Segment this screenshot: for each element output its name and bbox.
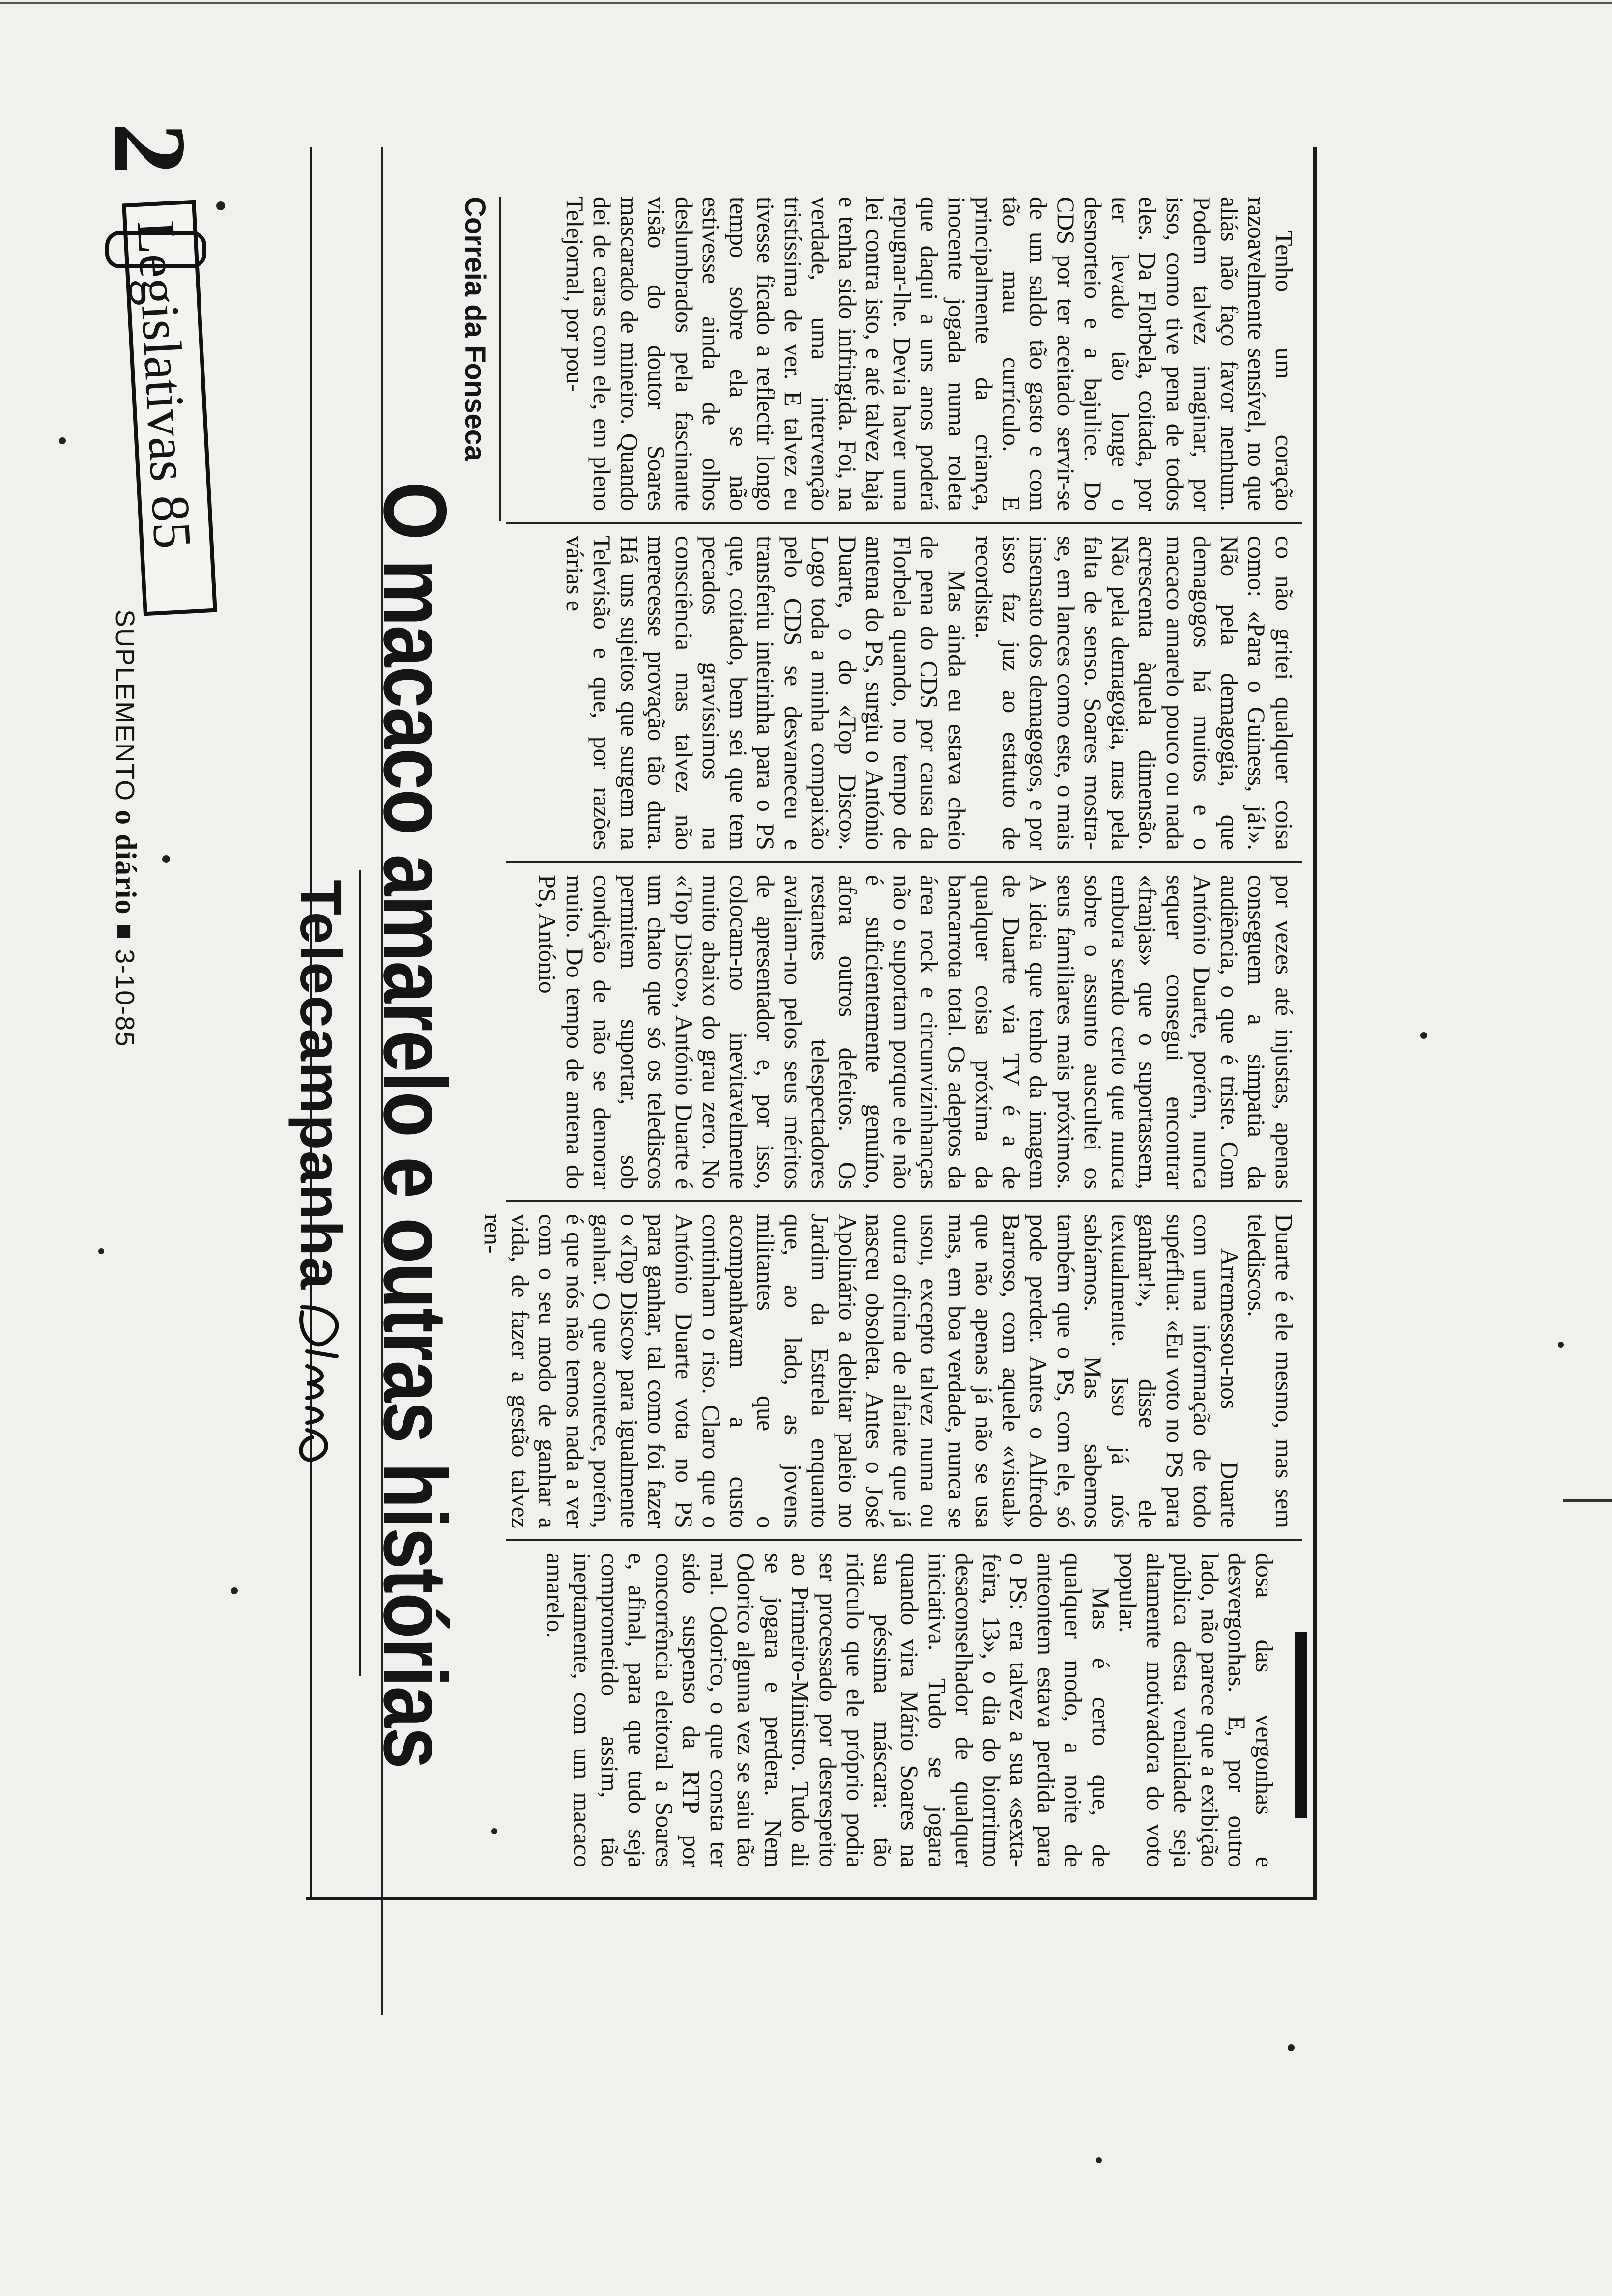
section-kicker: Telecampanha	[288, 880, 353, 1291]
paragraph: co não gritei qualquer coisa como: «Para o Guiness, já!». Não pela demagogia, que demagogos há muitos e o macaco amarelo pouco ou nada acrescenta àquela dimensão. Não pela demagogia, mas pela falta de senso. Soares mostra-se, em lances como este, o mais insensato dos demagogos, e por isso faz juz ao estatuto de recordista.	[970, 536, 1298, 850]
article-column-2	[511, 536, 1297, 850]
column-divider	[506, 522, 1302, 524]
stamp-curl-mark	[105, 231, 206, 268]
column-divider	[506, 1200, 1302, 1202]
supplement-header	[109, 609, 143, 1047]
kicker-rule	[359, 870, 361, 1676]
stamp-text: Legislativas 85	[126, 219, 203, 551]
paragraph: por vezes até injustas, apenas conseguem a simpatia da audiência, o que é triste. Com António Duarte, porém, nunca sequer consegui encontrar «franjas» que o suportassem, embora sendo certo que nunca sobre o assunto auscultei os seus familiares mais próximos. A ideia que tenho da imagem de Duarte via TV é a de qualquer coisa próxima da bancarrota total. Os adeptos da área rock e circunvizinhanças não o suportam porque ele não é suficientemente genuíno, afora outros defeitos. Os restantes telespectadores avaliam-no pelos seus méritos de apresentador e, por isso, colocam-no inevitavelmente muito abaixo do grau zero. No «Top Disco», António Duarte é um chato que só os telediscos permitem suportar, sob condição de não se demorar muito. Do tempo de antena do PS, António	[534, 875, 1298, 1189]
separator-square: ■	[110, 923, 140, 941]
article-column-5	[511, 1553, 1278, 1867]
supplement-label: SUPLEMENTO	[110, 609, 140, 802]
column-divider	[506, 1539, 1302, 1541]
article-column-3	[511, 875, 1297, 1189]
paragraph: Mas ainda eu estava cheio de pena do CDS por causa da Florbela quando, no tempo de antena do PS, surgiu o António Duarte, o do «Top Disco». Logo toda a minha compaixão pelo CDS se desvaneceu e transferiu inteirinha para o PS que, coitado, bem sei que tem pecados gravíssimos na consciência mas talvez não merecesse provação tão dura. Há uns sujeitos que surgem na Televisão e que, por razões várias e	[561, 536, 971, 850]
article-column-4	[479, 1214, 1298, 1528]
end-bar	[1295, 1632, 1307, 1818]
newspaper-brand: o diário	[110, 810, 142, 916]
page-number: 2	[93, 123, 207, 174]
paragraph: Arremessou-nos Duarte com uma informação de todo supérflua: «Eu voto no PS para ganhar!», disse ele textualmente. Isso já nós sabíamos. Mas sabemos também que o PS, com ele, só pode perder. Antes o Alfredo Barroso, com aquele «visual» que não apenas já não se usa mas, em boa verdade, nunca se usou, excepto talvez numa ou outra oficina de alfaiate que já nasceu obsoleta. Antes o José Apolinário a debitar paleio no Jardim da Estrela enquanto que, ao lado, as jovens militantes que o acompanhavam a custo continham o riso. Claro que o António Duarte vota no PS para ganhar, tal como foi fazer o «Top Disco» para igualmente ganhar. O que acontece, porém, é que nós não temos nada a ver com o seu modo de ganhar a vida, de fazer a gestão talvez ren-	[479, 1214, 1243, 1528]
handwritten-annotation	[288, 1297, 356, 1504]
supplement-date: 3-10-85	[110, 949, 140, 1048]
byline: Correia da Fonseca	[459, 197, 491, 461]
paragraph: Mas é certo que, de qualquer modo, a noite de anteontem estava perdida para o PS: era talvez a sua «sexta-feira, 13», o dia do biorritmo desaconselhador de qualquer iniciativa. Tudo se jogara quando vira Mário Soares na sua péssima máscara: tão ridículo que ele próprio podia ser processado por desrespeito ao Primeiro-Ministro. Tudo ali se jogara e perdera. Nem Odorico alguma vez se saiu tão mal. Odorico, o que consta ter sido suspenso da RTP por concorrência eleitoral a Soares e, afinal, para que tudo seja comprometido assim, tão ineptamente, com um macaco amarelo.	[542, 1553, 1115, 1867]
byline-rule	[499, 197, 501, 521]
paragraph: Tenho um coração razoavelmente sensível, no que aliás não faço favor nenhum. Podem talvez imaginar, por isso, como tive pena de todos eles. Da Florbela, coitada, por ter levado tão longe o desnorteio e a bajulice. Do CDS por ter aceitado servir-se de um saldo tão gasto e com tão mau currículo. E principalmente da criança, inocente jogada numa roleta que daqui a uns anos poderá repugnar-lhe. Devia haver uma lei contra isto, e até talvez haja e tenha sido infringida. Foi, na verdade, uma intervenção tristíssima de ver. E talvez eu tivesse ficado a reflectir longo tempo sobre ela se não estivesse ainda de olhos deslumbrados pela fascinante visão do doutor Soares mascarado de mineiro. Quando dei de caras com ele, em pleno Telejornal, por pou-	[561, 197, 1298, 511]
article-column-1	[511, 197, 1297, 511]
column-divider	[506, 861, 1302, 863]
paragraph: Duarte é ele mesmo, mas sem telediscos.	[1243, 1214, 1298, 1528]
headline: O macaco amarelo e outras histórias	[365, 482, 465, 1768]
paragraph: dosa das vergonhas e desvergonhas. E, por outro lado, não parece que a exibição pública desta venalidade seja altamente motivadora do voto popular.	[1114, 1553, 1278, 1867]
